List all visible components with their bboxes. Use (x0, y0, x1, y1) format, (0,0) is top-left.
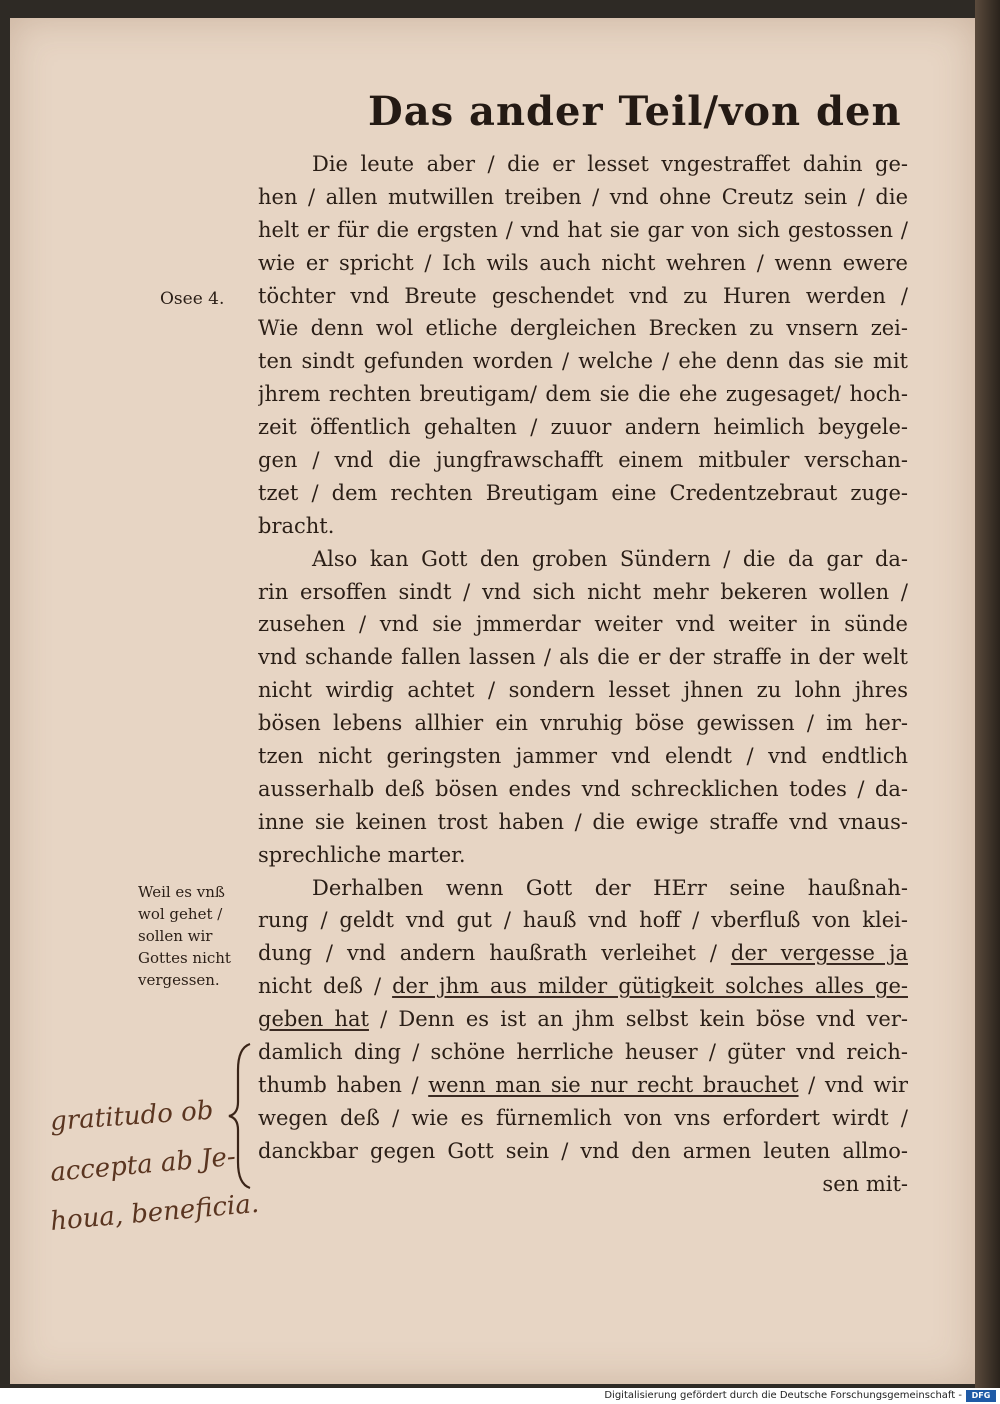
text-line: tzen nicht geringsten jammer vnd elendt / vnd endtlich (258, 744, 908, 769)
text-line: bösen lebens allhier ein vnruhig böse gewissen / im her- (258, 711, 908, 736)
text-line: danckbar gegen Gott sein / vnd den armen leuten allmo- (258, 1138, 908, 1163)
text-line: Also kan Gott den groben Sündern / die da gar da- (312, 546, 908, 571)
text-line: inne sie keinen trost haben / die ewige straffe vnd vnaus- (258, 809, 908, 834)
margin-note (138, 881, 231, 991)
margin-note-line: vergessen. (138, 971, 220, 989)
margin-note-line: Weil es vnß (138, 883, 225, 901)
text-line-underlined: nicht deß / der jhm aus milder gütigkeit solches alles ge- (258, 974, 908, 999)
text-line: hen / allen mutwillen treiben / vnd ohne Creutz sein / die (258, 184, 908, 209)
text-line: nicht wirdig achtet / sondern lesset jhnen zu lohn jhres (258, 678, 908, 703)
text-line: töchter vnd Breute geschendet vnd zu Huren werden / (258, 283, 908, 308)
text-line: bracht. (258, 513, 335, 538)
text-line: damlich ding / schöne herrliche heuser / güter vnd reich- (258, 1040, 908, 1065)
running-head: Das ander Teil/von den (368, 88, 902, 135)
underlined-phrase: der vergesse ja (730, 941, 908, 966)
text-line: jhrem rechten breutigam/ dem sie die ehe zugesaget/ hoch- (258, 382, 908, 407)
underlined-phrase: der jhm aus milder gütigkeit solches alles ge- (392, 974, 908, 999)
footer-credit: Digitalisierung gefördert durch die Deutsche Forschungsgemeinschaft - (604, 1390, 962, 1401)
text-line: Die leute aber / die er lesset vngestraffet dahin ge- (312, 152, 908, 176)
text-line: wegen deß / wie es fürnemlich von vns erfordert wirdt / (258, 1105, 908, 1130)
text-line: gen / vnd die jungfrawschafft einem mitbuler verschan- (258, 448, 908, 473)
book-binding (975, 0, 1000, 1388)
handwritten-line: gratitudo ob (49, 1095, 215, 1137)
margin-note-line: Gottes nicht (138, 949, 231, 967)
catchword: sen mit- (822, 1171, 908, 1196)
digitization-footer (0, 1388, 1000, 1404)
text-line: zeit öffentlich gehalten / zuuor andern heimlich beygele- (258, 415, 908, 440)
margin-note-line: sollen wir (138, 927, 213, 945)
text-line: Wie denn wol etliche dergleichen Brecken zu vnsern zei- (258, 316, 908, 341)
text-line: helt er für die ergsten / vnd hat sie gar von sich gestossen / (258, 217, 908, 242)
text-line-underlined: geben hat / Denn es ist an jhm selbst kein böse vnd ver- (258, 1007, 908, 1032)
text-line: vnd schande fallen lassen / als die er der straffe in der welt (258, 645, 908, 670)
margin-bible-reference: Osee 4. (160, 289, 225, 309)
handwritten-annotation (50, 1090, 280, 1237)
body-text (258, 148, 908, 1201)
text-line: rin ersoffen sindt / vnd sich nicht mehr bekeren wollen / (258, 579, 908, 604)
underlined-phrase: wenn man sie nur recht brauchet (428, 1072, 799, 1097)
text-line: sprechliche marter. (258, 842, 466, 867)
margin-note-line: wol gehet / (138, 905, 223, 923)
text-line: tzet / dem rechten Breutigam eine Credentzebraut zuge- (258, 480, 908, 505)
underlined-phrase: geben hat (258, 1007, 369, 1032)
text-line-underlined: thumb haben / wenn man sie nur recht brauchet / vnd wir (258, 1072, 908, 1097)
text-line: ten sindt gefunden worden / welche / ehe denn das sie mit (258, 349, 908, 374)
text-line: zusehen / vnd sie jmmerdar weiter vnd weiter in sünde (258, 612, 908, 637)
text-line: rung / geldt vnd gut / hauß vnd hoff / vberfluß von klei- (258, 908, 908, 933)
text-line-underlined: dung / vnd andern haußrath verleihet / der vergesse ja (258, 941, 908, 966)
handwritten-line: houa, beneficia. (49, 1188, 261, 1237)
handwritten-line: accepta ab Je- (49, 1141, 237, 1188)
text-line: ausserhalb deß bösen endes vnd schrecklichen todes / da- (258, 776, 908, 801)
text-line: Derhalben wenn Gott der HErr seine haußnah- (312, 875, 908, 900)
dfg-logo: DFG (966, 1390, 996, 1402)
text-line: wie er spricht / Ich wils auch nicht wehren / wenn ewere (258, 250, 908, 275)
